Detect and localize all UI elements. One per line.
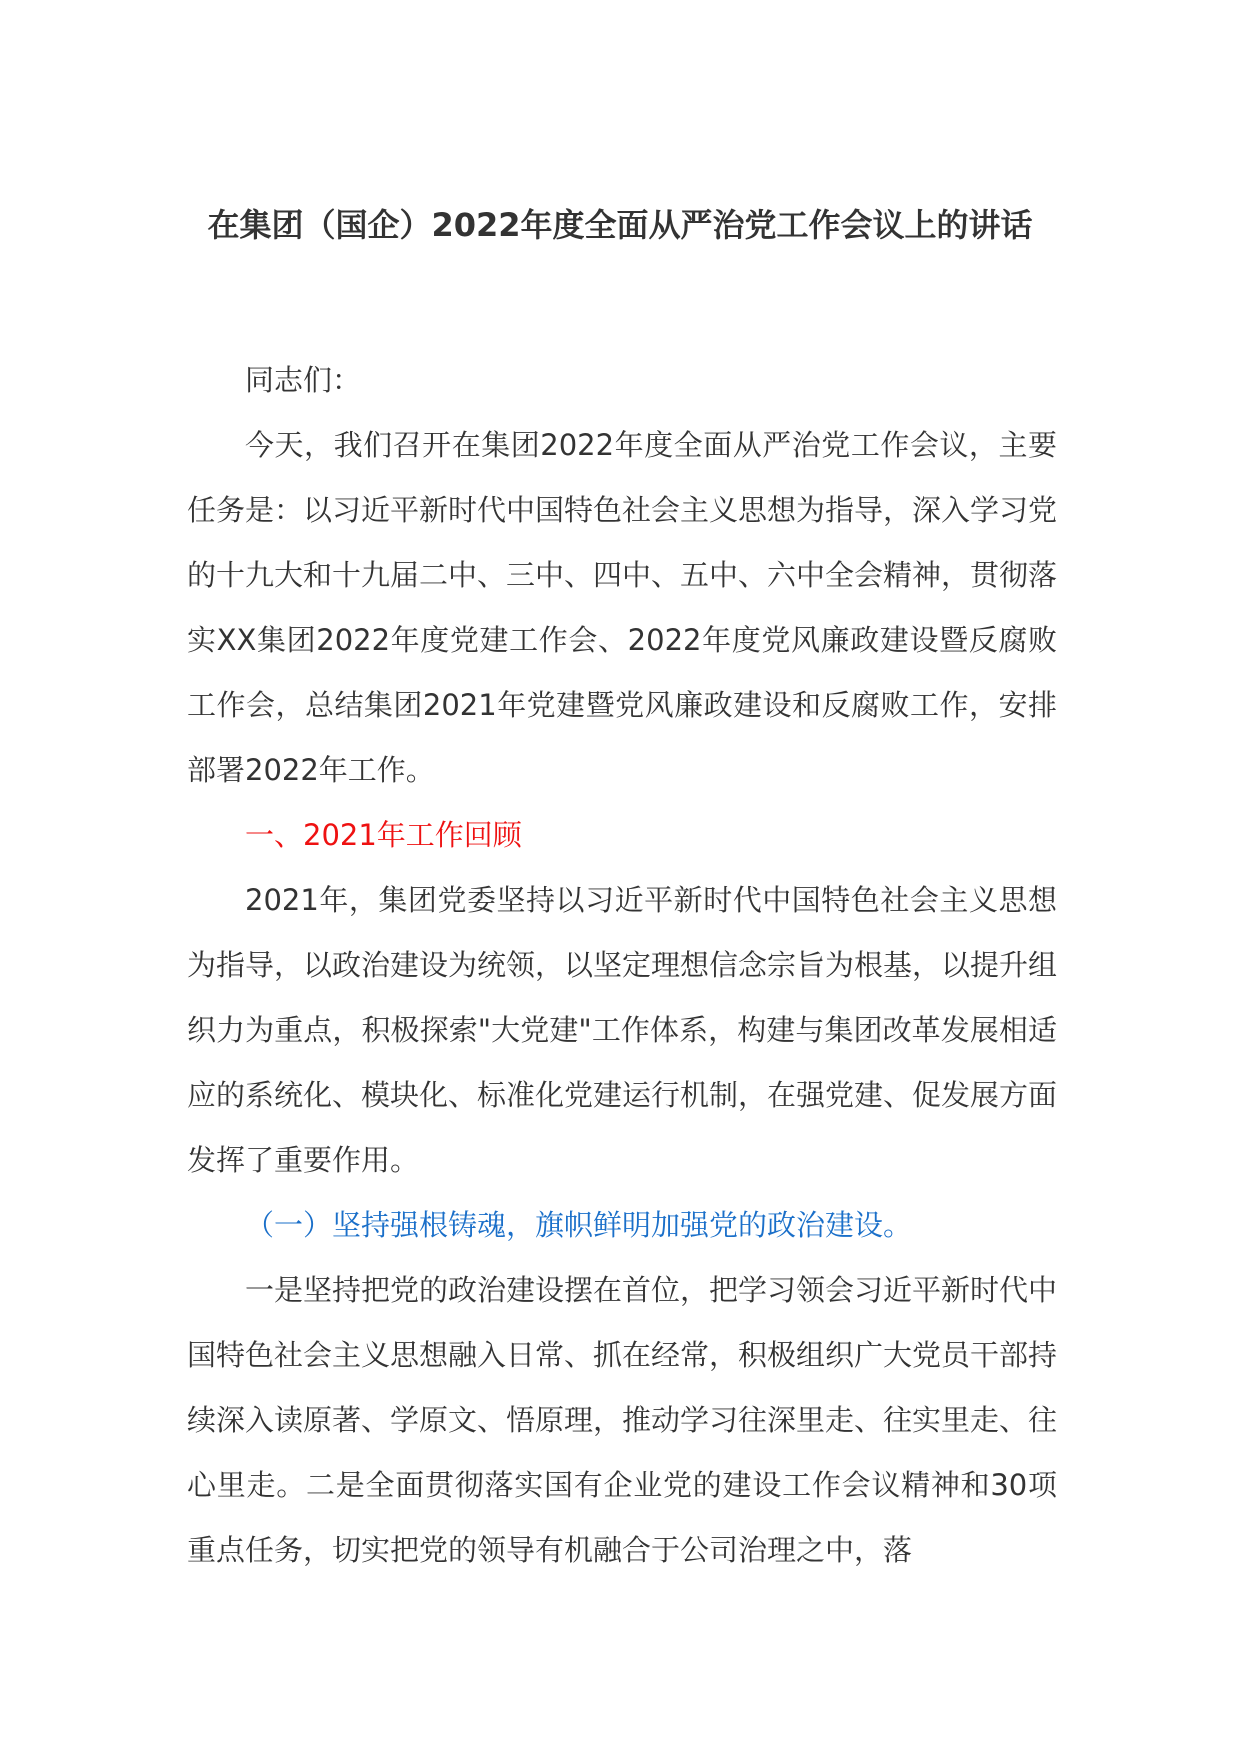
subsection-1-paragraph: 一是坚持把党的政治建设摆在首位，把学习领会习近平新时代中国特色社会主义思想融入日常、抓在经常，积极组织广大党员干部持续深入读原著、学原文、悟原理，推动学习往深里走、往实里走、往心里走。二是全面贯彻落实国有企业党的建设工作会议精神和30项重点任务，切实把党的领导有机融合于公司治理之中，落 <box>187 1273 1058 1567</box>
subsection-heading-1: （一）坚持强根铸魂，旗帜鲜明加强党的政治建设。 <box>245 1208 913 1242</box>
intro-paragraph: 今天，我们召开在集团2022年度全面从严治党工作会议，主要任务是：以习近平新时代中国特色社会主义思想为指导，深入学习党的十九大和十九届二中、三中、四中、五中、六中全会精神，贯彻落实XX集团2022年度党建工作会、2022年度党风廉政建设暨反腐败工作会，总结集团2021年党建暨党风廉政建设和反腐败工作，安排部署2022年工作。 <box>187 428 1058 787</box>
section-1-paragraph: 2021年，集团党委坚持以习近平新时代中国特色社会主义思想为指导，以政治建设为统领，以坚定理想信念宗旨为根基，以提升组织力为重点，积极探索"大党建"工作体系，构建与集团改革发展相适应的系统化、模块化、标准化党建运行机制，在强党建、促发展方面发挥了重要作用。 <box>187 883 1058 1177</box>
section-heading-1: 一、2021年工作回顾 <box>245 818 522 852</box>
document-body <box>187 348 1057 1583</box>
document-title: 在集团（国企）2022年度全面从严治党工作会议上的讲话 <box>207 206 1033 244</box>
greeting: 同志们： <box>245 363 362 397</box>
